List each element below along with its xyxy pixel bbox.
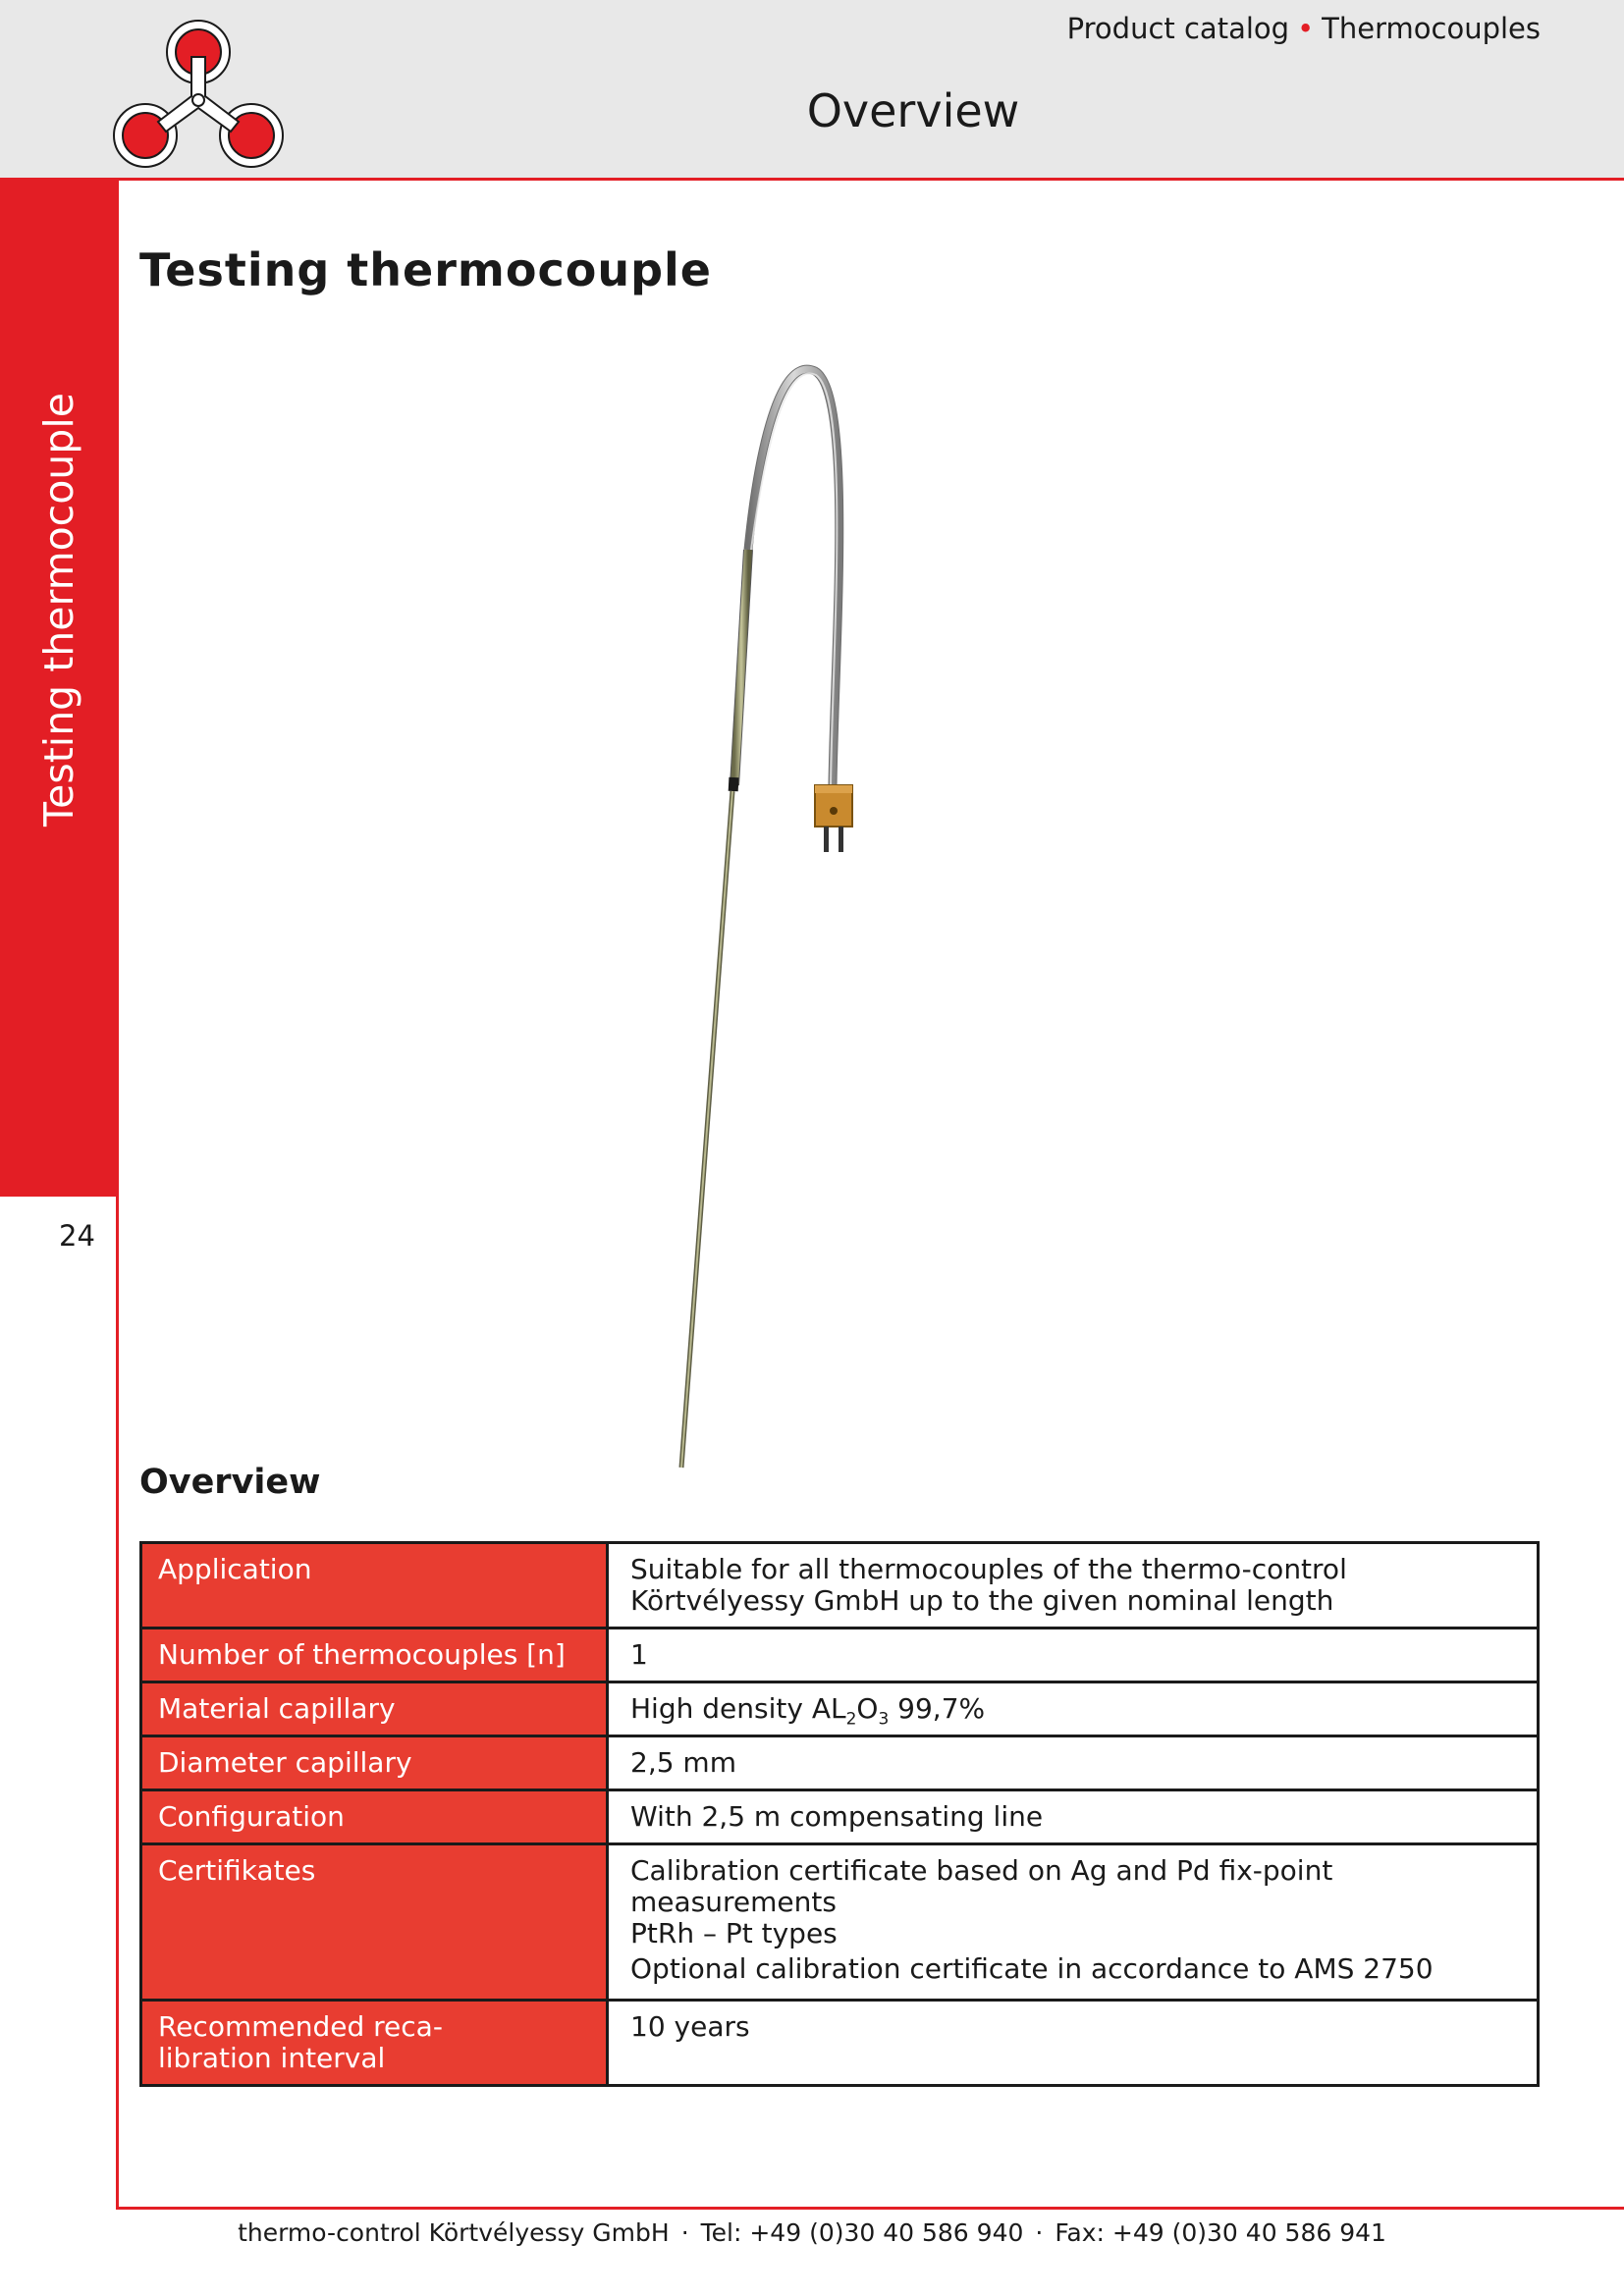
footer-separator: · [1035,2218,1044,2247]
spec-value [608,1736,1539,1790]
spec-label [141,1543,608,1629]
spec-label-text: Material capillary [158,1692,396,1725]
spec-value-line: With 2,5 m compensating line [630,1800,1044,1833]
header-divider [118,178,1624,181]
spec-value-line [630,1692,1515,1730]
spec-label [141,1629,608,1682]
value-prefix: High density AL [630,1692,846,1725]
spec-value-line: 10 years [630,2010,750,2043]
spec-label [141,1736,608,1790]
spec-label-text: Number of thermocouples [n] [158,1638,566,1671]
spec-value-line: PtRh – Pt types [630,1917,838,1949]
spec-label-text: Diameter capillary [158,1746,412,1779]
spec-value-line: 2,5 mm [630,1746,736,1779]
spec-label-text: Configuration [158,1800,345,1833]
table-row [141,1543,1539,1629]
table-row [141,2001,1539,2086]
frame-left-border [116,178,119,2209]
page-footer [0,2218,1624,2247]
value-mid: O [856,1692,879,1725]
spec-label-text: Application [158,1553,312,1585]
spec-value [608,1790,1539,1844]
footer-company: thermo-control Körtvélyessy GmbH [238,2218,670,2247]
page-header [0,0,1624,178]
spec-value [608,1844,1539,2001]
side-tab-label: Testing thermocouple [35,393,82,827]
table-row [141,1629,1539,1682]
side-tab [0,178,118,1197]
spec-label [141,1682,608,1736]
value-suffix: 99,7% [889,1692,986,1725]
footer-tel: Tel: +49 (0)30 40 586 940 [700,2218,1024,2247]
spec-value [608,1629,1539,1682]
spec-value-line: Optional calibration certificate in accordance to AMS 2750 [630,1952,1434,1985]
table-row [141,1682,1539,1736]
breadcrumb-catalog: Product catalog [1066,12,1290,45]
page-number: 24 [59,1219,95,1253]
subscript-3: 3 [878,1709,890,1730]
spec-value [608,1543,1539,1629]
spec-label-text: Recommended reca- libration interval [158,2010,443,2074]
page-title: Testing thermocouple [139,243,712,296]
table-row [141,1790,1539,1844]
breadcrumb-separator: • [1297,12,1315,45]
trefoil-logo-icon [113,18,285,173]
spec-value-line: Suitable for all thermocouples of the thermo-control Körtvélyessy GmbH up to the given nominal length [630,1553,1347,1617]
spec-label [141,1844,608,2001]
footer-separator: · [680,2218,689,2247]
spec-label-text: Certifikates [158,1854,316,1887]
spec-value-line: 1 [630,1638,648,1671]
header-title: Overview [806,84,1020,137]
subscript-2: 2 [845,1709,857,1730]
spec-label [141,1790,608,1844]
spec-value [608,2001,1539,2086]
overview-heading: Overview [139,1463,321,1502]
spec-table [139,1541,1540,2087]
breadcrumb-section: Thermocouples [1322,12,1541,45]
frame-bottom-border [116,2207,1624,2210]
spec-value [608,1682,1539,1736]
thermocouple-probe-image [638,353,913,1472]
table-row [141,1844,1539,2001]
breadcrumb [1067,12,1541,45]
spec-label [141,2001,608,2086]
table-row [141,1736,1539,1790]
footer-fax: Fax: +49 (0)30 40 586 941 [1055,2218,1386,2247]
spec-value-line: Calibration certificate based on Ag and Pd fix-point measurements [630,1854,1333,1918]
